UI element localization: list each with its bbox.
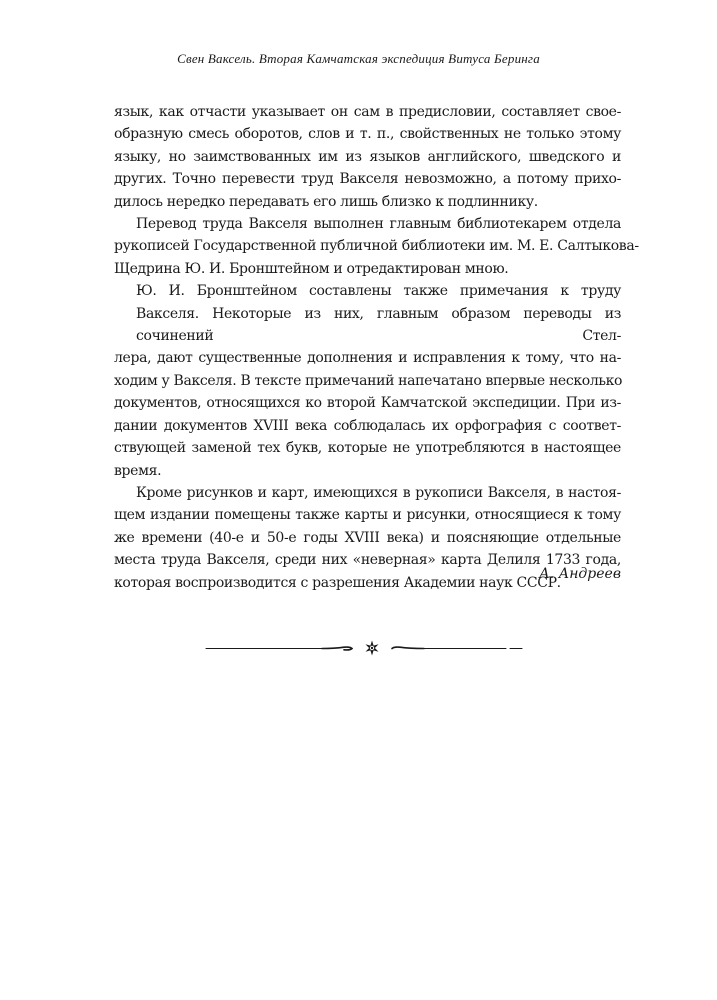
text-line: Перевод труда Вакселя выполнен главным библиотекарем отдела — [136, 216, 621, 233]
paragraph-3 — [114, 280, 621, 482]
text-line: лера, дают существенные дополнения и исправления к тому, что на- — [114, 350, 621, 367]
paragraph-2 — [114, 213, 639, 280]
text-line: Ю. И. Бронштейном составлены также примечания к труду Вакселя. Некоторые из них, главным образом переводы из сочинений Стел- — [136, 283, 621, 345]
text-line: дилось нередко передавать его лишь близко к подлиннику. — [114, 193, 538, 210]
text-line: щем издании помещены также карты и рисунки, относящиеся к тому — [114, 507, 621, 524]
text-line: которая воспроизводится с разрешения Академии наук СССР. — [114, 574, 561, 591]
paragraph-1 — [114, 101, 621, 213]
running-head: Свен Ваксель. Вторая Камчатская экспедиция Витуса Беринга — [177, 51, 540, 66]
text-line: ствующей заменой тех букв, которые не употребляются в настоящее — [114, 440, 621, 457]
text-line: языку, но заимствованных им из языков английского, шведского и — [114, 148, 621, 165]
text-line: дании документов XVIII века соблюдалась их орфография с соответ- — [114, 417, 621, 434]
text-line: Кроме рисунков и карт, имеющихся в рукописи Вакселя, в настоя- — [136, 484, 621, 501]
text-line: документов, относящихся ко второй Камчатской экспедиции. При из- — [114, 395, 621, 412]
text-line: ходим у Вакселя. В тексте примечаний напечатано впервые несколько — [114, 372, 623, 389]
text-line: рукописей Государственной публичной библиотеки им. М. Е. Салтыкова- — [114, 238, 639, 255]
text-line: образную смесь оборотов, слов и т. п., свойственных не только этому — [114, 126, 621, 143]
text-line: язык, как отчасти указывает он сам в предисловии, составляет свое- — [114, 104, 621, 120]
star-flourish-icon — [204, 640, 524, 656]
text-line: время. — [114, 462, 162, 479]
body-text — [114, 101, 639, 594]
author-signature: А. Андреев — [539, 566, 621, 582]
text-line: других. Точно перевести труд Вакселя невозможно, а потому прихо- — [114, 171, 621, 188]
text-line: Щедрина Ю. И. Бронштейном и отредактирован мною. — [114, 260, 509, 277]
text-line: места труда Вакселя, среди них «неверная» карта Делиля 1733 года, — [114, 552, 621, 569]
text-line: же времени (40-е и 50-е годы XVIII века) и поясняющие отдельные — [114, 529, 621, 546]
